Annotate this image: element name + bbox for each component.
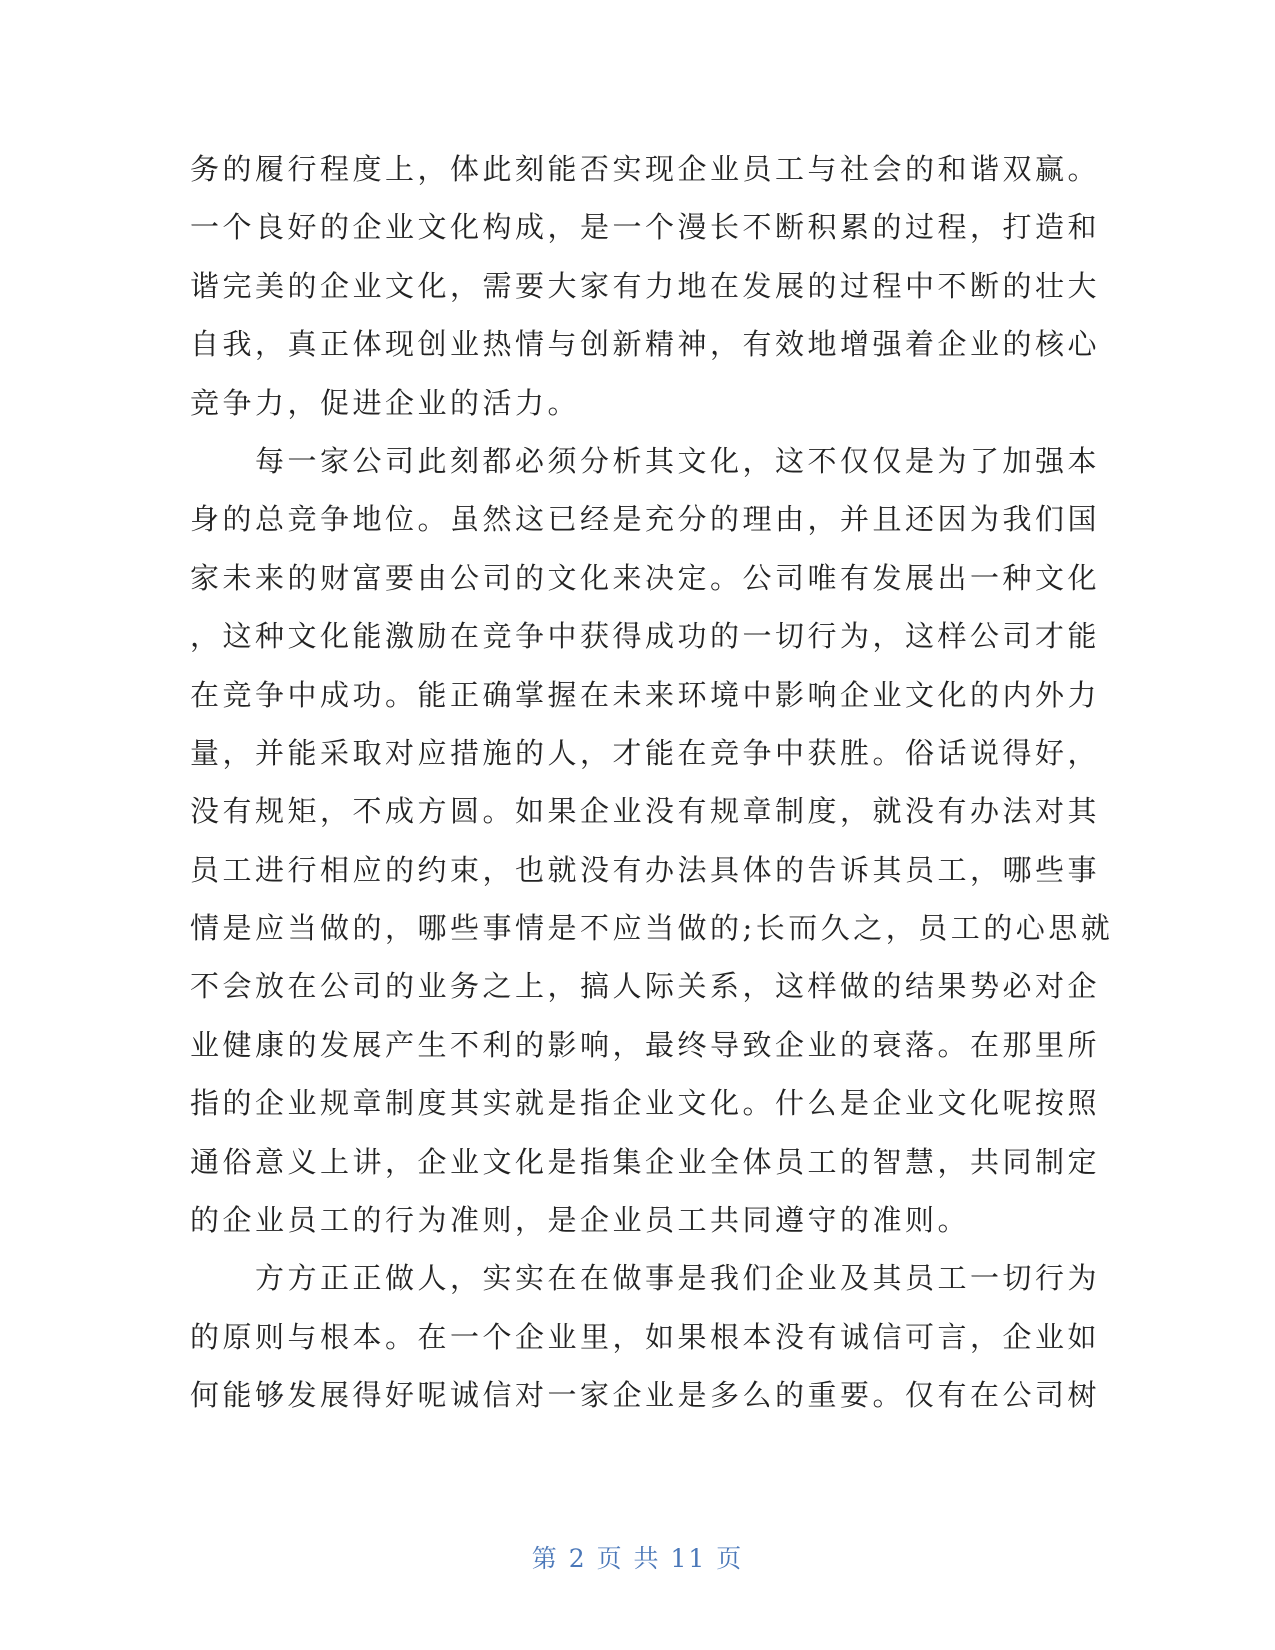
text-line: 情是应当做的，哪些事情是不应当做的;长而久之，员工的心思就 <box>190 911 1114 946</box>
page-number: 第 2 页 共 11 页 <box>531 1544 744 1573</box>
text-line: 的企业员工的行为准则，是企业员工共同遵守的准则。 <box>190 1203 971 1238</box>
text-line: 一个良好的企业文化构成，是一个漫长不断积累的过程，打造和 <box>190 210 1101 245</box>
text-line: 谐完美的企业文化，需要大家有力地在发展的过程中不断的壮大 <box>190 268 1101 303</box>
text-line: 家未来的财富要由公司的文化来决定。公司唯有发展出一种文化 <box>190 560 1101 595</box>
text-line: 通俗意义上讲，企业文化是指集企业全体员工的智慧，共同制定 <box>190 1144 1101 1179</box>
text-line: 的原则与根本。在一个企业里，如果根本没有诚信可言，企业如 <box>190 1319 1101 1354</box>
text-line: ，这种文化能激励在竞争中获得成功的一切行为，这样公司才能 <box>190 619 1101 654</box>
text-line: 量，并能采取对应措施的人，才能在竞争中获胜。俗话说得好， <box>190 735 1101 770</box>
text-line: 方方正正做人，实实在在做事是我们企业及其员工一切行为 <box>190 1261 1101 1296</box>
text-line: 身的总竞争地位。虽然这已经是充分的理由，并且还因为我们国 <box>190 502 1101 537</box>
text-line: 在竞争中成功。能正确掌握在未来环境中影响企业文化的内外力 <box>190 677 1101 712</box>
text-line: 何能够发展得好呢诚信对一家企业是多么的重要。仅有在公司树 <box>190 1378 1101 1413</box>
page-footer <box>0 1539 1275 1575</box>
text-line: 每一家公司此刻都必须分析其文化，这不仅仅是为了加强本 <box>190 443 1101 478</box>
text-line: 自我，真正体现创业热情与创新精神，有效地增强着企业的核心 <box>190 327 1101 362</box>
text-line: 务的履行程度上，体此刻能否实现企业员工与社会的和谐双赢。 <box>190 152 1101 186</box>
text-line: 指的企业规章制度其实就是指企业文化。什么是企业文化呢按照 <box>190 1086 1101 1121</box>
text-line: 没有规矩，不成方圆。如果企业没有规章制度，就没有办法对其 <box>190 794 1101 829</box>
text-line: 不会放在公司的业务之上，搞人际关系，这样做的结果势必对企 <box>190 969 1101 1004</box>
body-text <box>190 140 1114 1425</box>
text-line: 竞争力，促进企业的活力。 <box>190 385 581 420</box>
text-line: 员工进行相应的约束，也就没有办法具体的告诉其员工，哪些事 <box>190 852 1101 887</box>
text-line: 业健康的发展产生不利的影响，最终导致企业的衰落。在那里所 <box>190 1027 1101 1062</box>
